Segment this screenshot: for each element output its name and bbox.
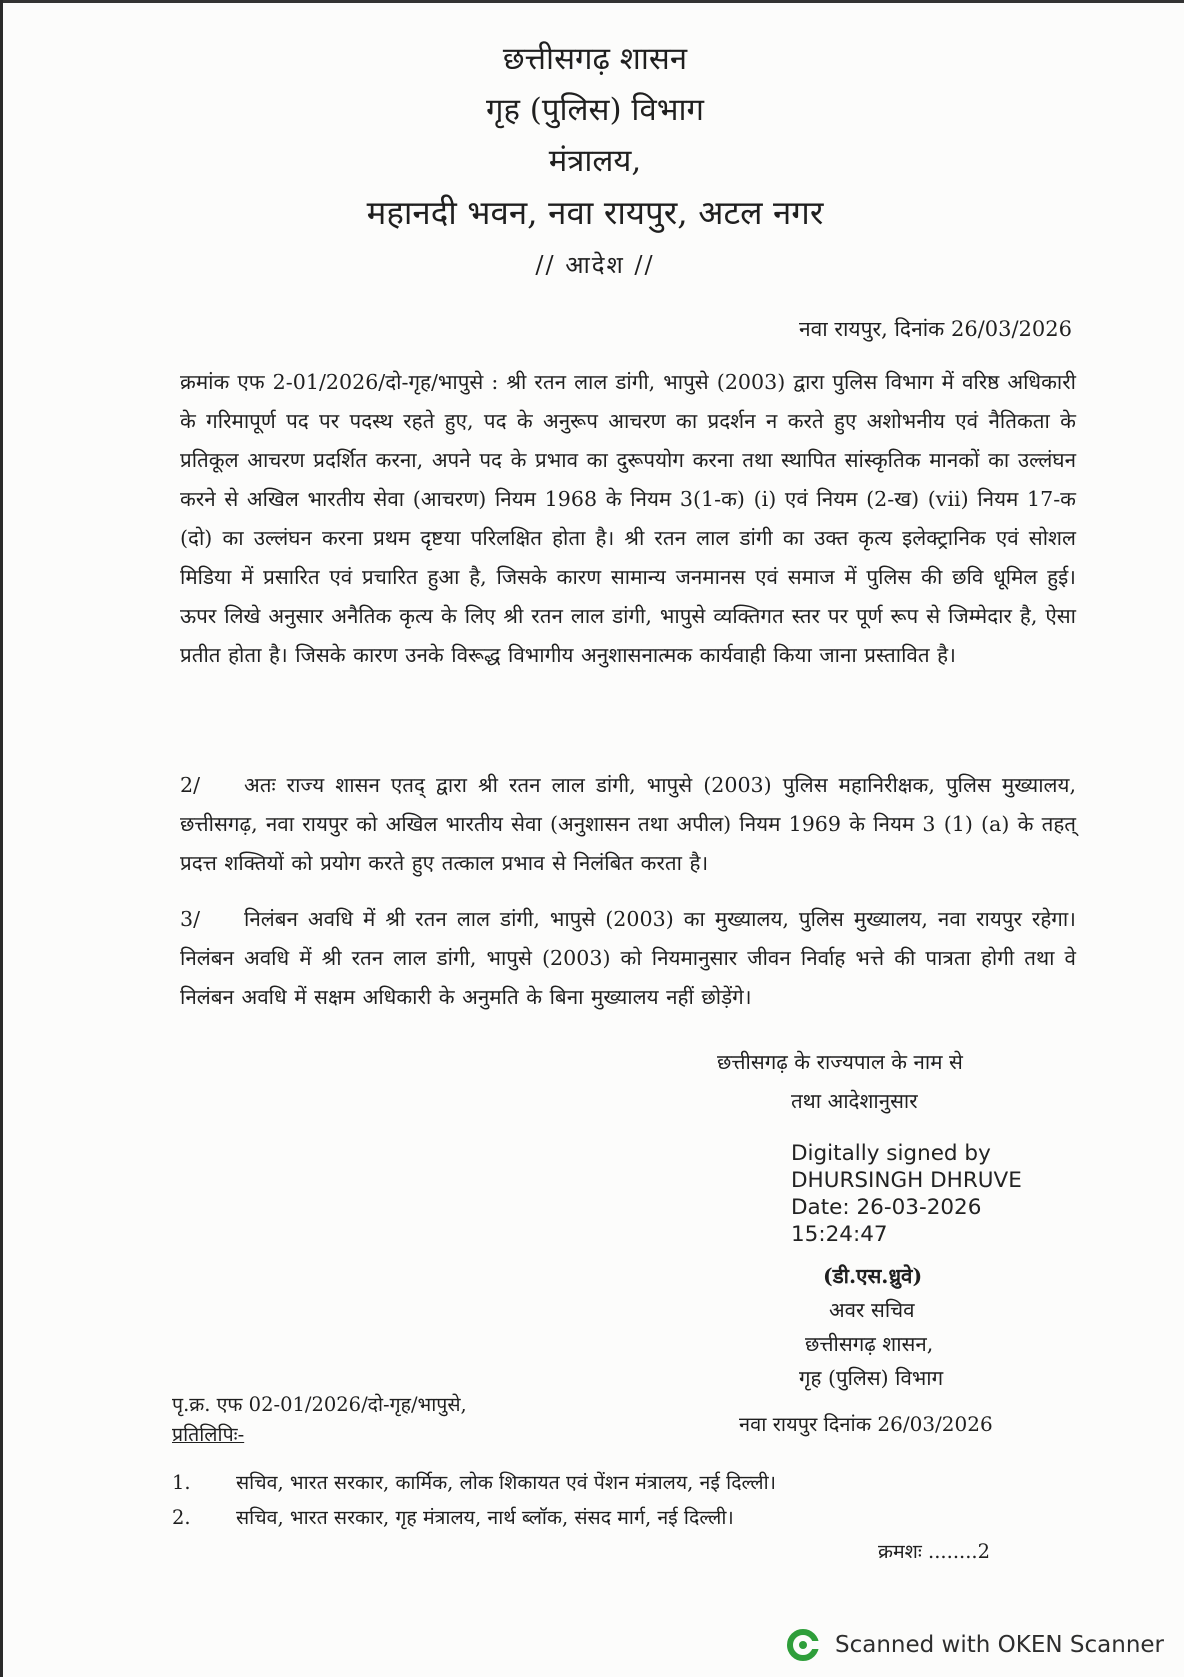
copy-item-number: 2.	[172, 1506, 191, 1529]
signer-dept-line-1: छत्तीसगढ़ शासन,	[805, 1332, 934, 1356]
copy-reference-number: पृ.क्र. एफ 02-01/2026/दो-गृह/भापुसे,	[172, 1393, 467, 1416]
copy-item	[172, 1503, 734, 1530]
paragraph-2	[180, 766, 1076, 883]
paragraph-2-number: 2/	[180, 773, 201, 797]
header-ministry: मंत्रालय,	[548, 143, 642, 179]
document-header	[3, 34, 1184, 238]
signer-designation: अवर सचिव	[829, 1298, 915, 1322]
order-title: // आदेश //	[535, 251, 655, 279]
copy-item-number: 1.	[172, 1471, 191, 1494]
paragraph-1: क्रमांक एफ 2-01/2026/दो-गृह/भापुसे : श्री रतन लाल डांगी, भापुसे (2003) द्वारा पुलिस विभाग में वरिष्ठ अधिकारी के गरिमापूर्ण पद पर पदस्थ रहते हुए, पद के अनुरूप आचरण का प्रदर्शन न करते हुए अशोभनीय एवं नैतिकता के प्रतिकूल आचरण प्रदर्शित करना, अपने पद के प्रभाव का दुरूपयोग करना तथा स्थापित सांस्कृतिक मानकों का उल्लंघन करने से अखिल भारतीय सेवा (आचरण) नियम 1968 के नियम 3(1-क) (i) एवं नियम (2-ख) (vii) नियम 17-क (दो) का उल्लंघन करना प्रथम दृष्टया परिलक्षित होता है। श्री रतन लाल डांगी का उक्त कृत्य इलेक्ट्रानिक एवं सोशल मिडिया में प्रसारित एवं प्रचारित हुआ है, जिसके कारण सामान्य जनमानस एवं समाज में पुलिस की छवि धूमिल हुई। ऊपर लिखे अनुसार अनैतिक कृत्य के लिए श्री रतन लाल डांगी, भापुसे व्यक्तिगत स्तर पर पूर्ण रूप से जिम्मेदार है, ऐसा प्रतीत होता है। जिसके कारण उनके विरूद्ध विभागीय अनुशासनात्मक कार्यवाही किया जाना प्रस्तावित है।	[180, 370, 1076, 667]
copy-item-text: सचिव, भारत सरकार, कार्मिक, लोक शिकायत एवं पेंशन मंत्रालय, नई दिल्ली।	[236, 1471, 777, 1494]
digital-signature-time: 15:24:47	[791, 1222, 888, 1247]
digital-signature-block	[791, 1140, 1022, 1248]
digital-signature-line-1: Digitally signed by	[791, 1141, 991, 1166]
paragraph-3-number: 3/	[180, 907, 201, 931]
oken-scanner-logo-icon	[787, 1627, 823, 1663]
copy-date: नवा रायपुर दिनांक 26/03/2026	[739, 1412, 993, 1436]
scanner-text: Scanned with OKEN Scanner	[835, 1632, 1164, 1658]
paragraph-2-text: अतः राज्य शासन एतद् द्वारा श्री रतन लाल डांगी, भापुसे (2003) पुलिस महानिरीक्षक, पुलिस मुख्यालय, छत्तीसगढ़, नवा रायपुर को अखिल भारतीय सेवा (अनुशासन तथा अपील) नियम 1969 के नियम 3 (1) (a) के तहत् प्रदत्त शक्तियों को प्रयोग करते हुए तत्काल प्रभाव से निलंबित करता है।	[180, 773, 1076, 875]
digital-signature-name: DHURSINGH DHRUVE	[791, 1168, 1022, 1193]
signer-dept-line-2: गृह (पुलिस) विभाग	[799, 1366, 944, 1390]
signature-governor-line-2: तथा आदेशानुसार	[791, 1089, 918, 1113]
copy-item-text: सचिव, भारत सरकार, गृह मंत्रालय, नार्थ ब्लॉक, संसद मार्ग, नई दिल्ली।	[236, 1506, 734, 1529]
paragraph-3-text: निलंबन अवधि में श्री रतन लाल डांगी, भापुसे (2003) का मुख्यालय, पुलिस मुख्यालय, नवा रायपुर रहेगा। निलंबन अवधि में श्री रतन लाल डांगी, भापुसे (2003) को नियमानुसार जीवन निर्वाह भत्ते की पात्रता होगी तथा वे निलंबन अवधि में सक्षम अधिकारी के अनुमति के बिना मुख्यालय नहीं छोड़ेंगे।	[180, 907, 1076, 1009]
continued-marker: क्रमशः ........2	[878, 1540, 991, 1563]
copy-heading: प्रतिलिपिः-	[172, 1423, 245, 1446]
order-date: नवा रायपुर, दिनांक 26/03/2026	[798, 317, 1072, 341]
header-address: महानदी भवन, नवा रायपुर, अटल नगर	[366, 193, 824, 232]
copy-item	[172, 1468, 776, 1495]
header-department: गृह (पुलिस) विभाग	[486, 92, 704, 128]
digital-signature-date: Date: 26-03-2026	[791, 1195, 982, 1220]
header-government: छत्तीसगढ़ शासन	[502, 41, 688, 77]
signature-governor-line-1: छत्तीसगढ़ के राज्यपाल के नाम से	[717, 1050, 963, 1074]
paragraph-3	[180, 900, 1076, 1017]
scanner-watermark	[787, 1627, 1164, 1663]
page-top-edge	[3, 0, 1184, 3]
signer-name: (डी.एस.ध्रुवे)	[823, 1264, 923, 1288]
